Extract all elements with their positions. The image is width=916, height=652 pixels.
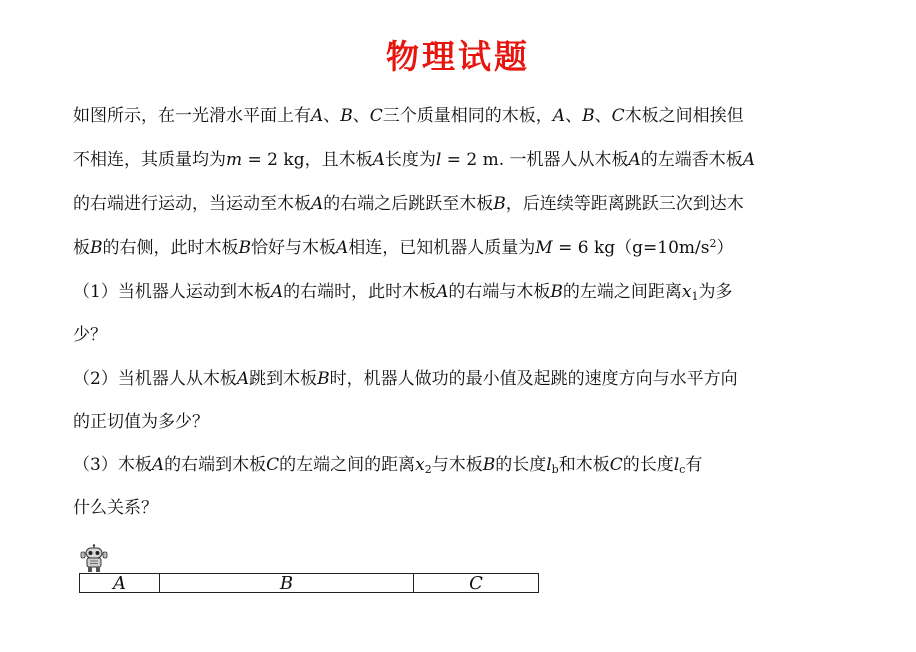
board-b-label: B bbox=[279, 573, 294, 594]
intro-line-1: 如图所示，在一光滑水平面上有A、B、C三个质量相同的木板，A、B、C木板之间相挨但 bbox=[73, 106, 744, 126]
board-a bbox=[80, 574, 160, 592]
intro-line-3: 的右端进行运动，当运动至木板A的右端之后跳跃至木板B，后连续等距离跳跃三次到达木 bbox=[73, 194, 744, 214]
intro-line-2: 不相连，其质量均为m = 2 kg，且木板A长度为l = 2 m. 一机器人从木板A的左端香木板A bbox=[73, 150, 756, 170]
board-c-label: C bbox=[469, 573, 483, 594]
board-a-label: A bbox=[113, 573, 126, 594]
question-2-line-2: 的正切值为多少？ bbox=[73, 412, 209, 432]
question-1-line-2: 少？ bbox=[73, 325, 107, 345]
board-c bbox=[414, 574, 538, 592]
question-3-line-2: 什么关系？ bbox=[73, 498, 158, 518]
page-title: 物理试题 bbox=[386, 37, 530, 76]
question-1-line-1: （1）当机器人运动到木板A的右端时，此时木板A的右端与木板B的左端之间距离$x_1$为多 bbox=[73, 282, 733, 303]
boards-diagram bbox=[79, 573, 539, 593]
question-3-line-1: （3）木板A的右端到木板C的左端之间的距离$x_2$与木板B的长度$l_b$和木板C的长度$l_c$有 bbox=[73, 455, 703, 476]
intro-line-4: 板B的右侧，此时木板B恰好与木板A相连，已知机器人质量为M = 6 $kg(g=10m/s^2)$ bbox=[73, 237, 734, 258]
robot-icon bbox=[78, 544, 110, 574]
board-b bbox=[160, 574, 414, 592]
question-2-line-1: （2）当机器人从木板A跳到木板B时，机器人做功的最小值及起跳的速度方向与水平方向 bbox=[73, 369, 738, 389]
